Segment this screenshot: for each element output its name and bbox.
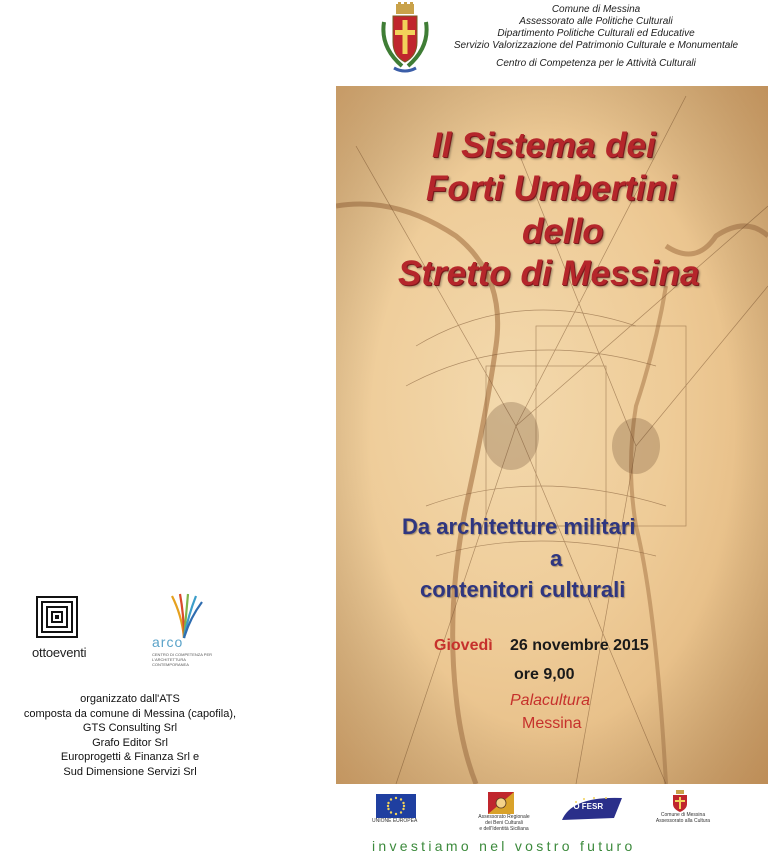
sicily-caption-line: e dell'Identità Siciliana bbox=[479, 826, 529, 832]
sicily-caption-line: dei Beni Culturali bbox=[485, 820, 523, 826]
ottoeventi-logo-text: ottoeventi bbox=[32, 645, 87, 660]
event-date: 26 novembre 2015 bbox=[510, 637, 649, 654]
credits-line: Sud Dimensione Servizi Srl bbox=[63, 765, 197, 778]
arco-logo-icon bbox=[160, 592, 208, 640]
event-city: Messina bbox=[522, 715, 582, 732]
sicily-region-emblem-icon bbox=[488, 792, 514, 814]
header-institution-text bbox=[436, 4, 756, 70]
arco-logo-subtext: CENTRO DI COMPETENZA PER L'ARCHITETTURA CONTEMPORANEA bbox=[152, 652, 213, 667]
credits-line: organizzato dall'ATS bbox=[80, 693, 180, 705]
poster-title-line: dello bbox=[522, 212, 604, 251]
header-line: Comune di Messina bbox=[551, 4, 641, 15]
poster-subtitle-line: contenitori culturali bbox=[420, 577, 626, 602]
poster-map-panel bbox=[336, 86, 768, 784]
sicily-caption-line: Assessorato Regionale bbox=[478, 814, 530, 820]
credits-line: Grafo Editor Srl bbox=[92, 736, 168, 749]
sicily-region-caption bbox=[464, 814, 544, 832]
credits-line: Europrogetti & Finanza Srl e bbox=[60, 751, 200, 763]
ottoeventi-logo-icon bbox=[36, 596, 78, 638]
header-line: Assessorato alle Politiche Culturali bbox=[519, 16, 673, 27]
event-venue: Palacultura bbox=[510, 692, 591, 709]
credits-line: composta da comune di Messina (capofila), bbox=[23, 707, 237, 720]
po-fesr-logo-text: PO FESR bbox=[568, 802, 604, 811]
comune-messina-emblem-icon bbox=[670, 790, 690, 812]
eu-caption: UNIONE EUROPEA bbox=[372, 818, 418, 824]
comune-caption-line: Assessorato alla Cultura bbox=[655, 818, 711, 824]
header-line: Servizio Valorizzazione del Patrimonio Culturale e Monumentale bbox=[453, 40, 739, 51]
poster-subtitle-line: Da architetture militari bbox=[402, 514, 636, 539]
header-line: Centro di Competenza per le Attività Culturali bbox=[496, 58, 696, 69]
organizer-credits bbox=[0, 692, 260, 779]
credits-line: GTS Consulting Srl bbox=[82, 722, 178, 734]
poster-title-line: Stretto di Messina bbox=[398, 254, 700, 293]
sponsor-logo-bar bbox=[336, 788, 768, 838]
arco-logo-text: arco bbox=[152, 634, 184, 650]
poster-subtitle-line: a bbox=[550, 546, 563, 571]
event-day: Giovedì bbox=[434, 637, 493, 654]
event-time: ore 9,00 bbox=[514, 666, 575, 683]
eu-flag-icon bbox=[376, 794, 416, 818]
header-line: Dipartimento Politiche Culturali ed Educative bbox=[497, 28, 695, 39]
comune-messina-caption bbox=[648, 812, 718, 824]
comune-caption-line: Comune di Messina bbox=[660, 812, 706, 818]
footer-slogan: investiamo nel vostro futuro bbox=[372, 838, 636, 854]
poster-title-line: Forti Umbertini bbox=[426, 169, 677, 208]
poster-title-line: Il Sistema dei bbox=[432, 126, 656, 165]
messina-crest-icon bbox=[380, 2, 430, 74]
